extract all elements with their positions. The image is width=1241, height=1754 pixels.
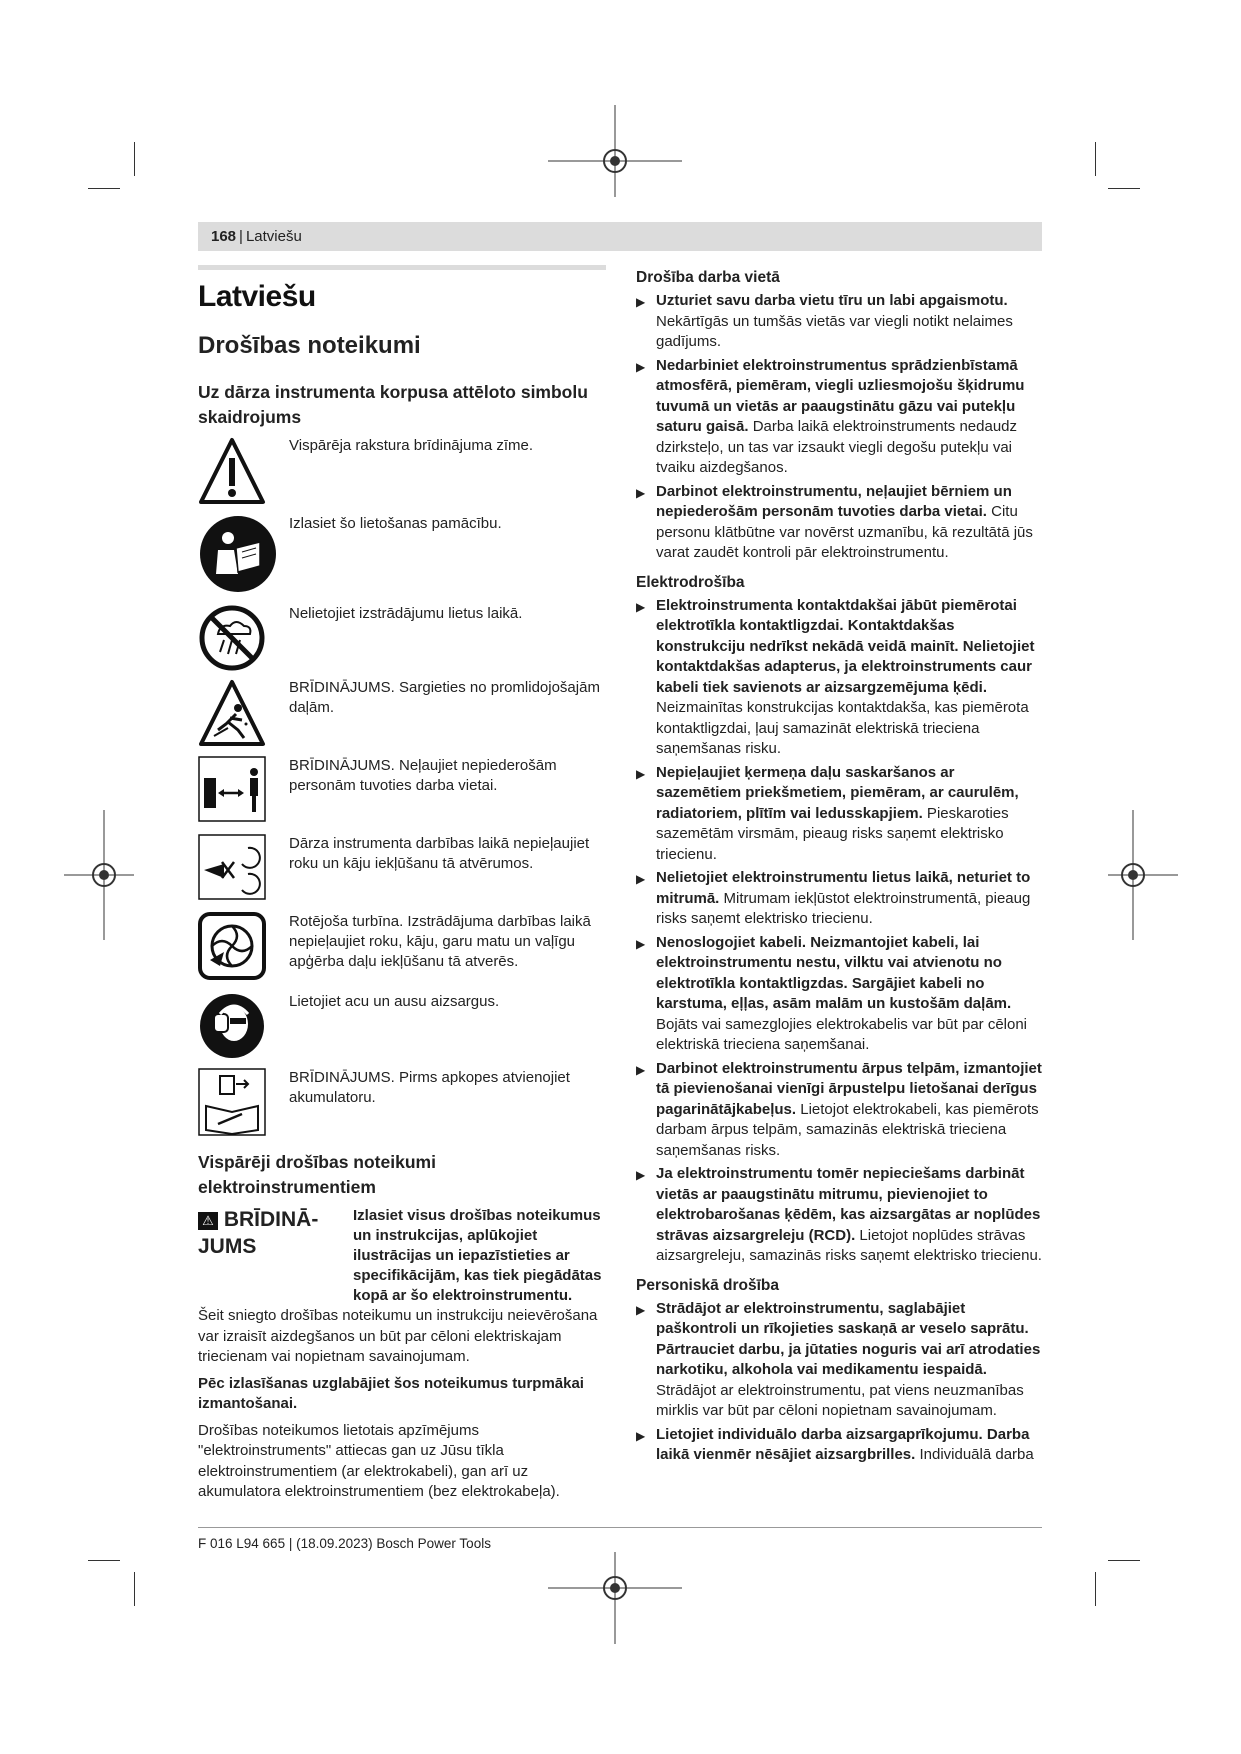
symbol-text: Rotējoša turbīna. Izstrādājuma darbības laikā nepieļaujiet roku, kāju, garu matu un vaļīgu apģērba daļu iekļūšanu tā atverēs.: [289, 913, 591, 970]
registration-mark-bottom: [548, 1552, 682, 1644]
registration-mark-top: [548, 105, 682, 197]
item-text: Lietojot elektrokabeli, kas piemērots darbam ārpus telpām, samazinās elektriskā trieciena saņemšanas risks.: [656, 1100, 1039, 1159]
section-title: Drošības noteikumi: [198, 332, 421, 359]
rotating-turbine-icon: [198, 912, 266, 982]
item-bold: Elektroinstrumenta kontaktdakšai jābūt piemērotai elektrotīkla kontaktligzdai. Kontaktdakšas konstrukciju nedrīkst nekādā veidā mainīt. Nelietojiet kontaktdakšas adapterus, ja elektroinstruments caur kabeli tiek savienots ar aizsargzemējuma ķēdi.: [656, 596, 1035, 696]
keep-instructions: Pēc izlasīšanas uzglabājiet šos noteikumus turpmākai izmantošanai.: [198, 1374, 584, 1412]
list-item: [636, 596, 1043, 760]
item-text: Lietojot noplūdes strāvas aizsargreleju, samazinās risks saņemt elektrisko triecienu.: [656, 1226, 1042, 1264]
warning-block: [198, 1206, 606, 1306]
left-column: [198, 265, 606, 1503]
general-safety-heading: Vispārēji drošības noteikumi elektroinstrumentiem: [198, 1152, 436, 1197]
warning-triangle-icon: ⚠: [198, 1212, 218, 1230]
symbol-row: [198, 604, 606, 678]
symbol-text: BRĪDINĀJUMS. Neļaujiet nepiederošām personām tuvoties darba vietai.: [289, 757, 557, 794]
list-item: [636, 1425, 1043, 1466]
symbols-heading: Uz dārza instrumenta korpusa attēloto simbolu skaidrojums: [198, 382, 588, 427]
symbol-row: [198, 992, 606, 1068]
item-text: Nekārtīgās un tumšās vietās var viegli notikt nelaimes gadījums.: [656, 312, 1013, 350]
header-language: Latviešu: [245, 228, 302, 245]
arrow-icon: ▶: [636, 1062, 646, 1077]
workplace-list: [636, 291, 1043, 564]
list-item: [636, 356, 1043, 479]
list-item: [636, 868, 1043, 930]
warning-text: Šeit sniegto drošības noteikumu un instrukciju neievērošana var izraisīt aizdegšanos un būt par cēloni elektriskajam triecienam vai nopietnam savainojumam.: [198, 1307, 598, 1365]
page-title: Latviešu: [198, 280, 316, 313]
symbol-text: BRĪDINĀJUMS. Sargieties no promlidojošajām daļām.: [289, 679, 600, 716]
section-rule: [198, 265, 606, 270]
symbol-text: Izlasiet šo lietošanas pamācību.: [289, 515, 502, 532]
arrow-icon: ▶: [636, 1168, 646, 1182]
flying-parts-icon: [198, 678, 266, 748]
hands-feet-openings-icon: [198, 834, 266, 904]
read-manual-icon: [198, 514, 266, 584]
symbol-row: [198, 756, 606, 834]
item-text: Citu personu klātbūtne var novērst uzmanību, kā rezultātā jūs varat zaudēt kontroli pār elektroinstrumentu.: [656, 503, 1033, 561]
list-item: [636, 933, 1043, 1056]
item-text: Mitrumam iekļūstot elektroinstrumentā, pieaug risks saņemt elektrisko triecienu.: [656, 889, 1031, 927]
item-text: Bojāts vai samezglojies elektrokabelis var būt par cēloni elektriskā trieciena saņemšanai.: [656, 1015, 1028, 1053]
symbol-text: Nelietojiet izstrādājumu lietus laikā.: [289, 605, 523, 622]
item-bold: Nelietojiet elektroinstrumentu lietus laikā, neturiet to mitrumā.: [656, 869, 1031, 907]
arrow-icon: ▶: [636, 766, 646, 781]
item-text: Neizmainītas konstrukcijas kontaktdakša, kas piemērota kontaktligzdai, ļauj samazināt elektriskā trieciena saņemšanas risku.: [656, 699, 1029, 757]
eye-ear-protection-icon: [198, 992, 266, 1062]
item-bold: Strādājot ar elektroinstrumentu, saglabājiet paškontroli un rīkojieties saskaņā ar veselo saprātu. Pārtrauciet darbu, ja jūtaties noguris vai arī atrodaties narkotiku, alkohola vai medikamentu iespaidā.: [656, 1299, 1041, 1378]
personal-heading: Personiskā drošība: [636, 1276, 780, 1294]
registration-mark-left: [64, 810, 134, 940]
arrow-icon: ▶: [636, 1302, 646, 1317]
item-bold: Lietojiet individuālo darba aizsargaprīkojumu. Darba laikā vienmēr nēsājiet aizsargbrilles.: [656, 1425, 1030, 1463]
list-item: [636, 291, 1043, 353]
electrical-heading: Elektrodrošība: [636, 573, 745, 591]
symbol-row: [198, 514, 606, 604]
arrow-icon: ▶: [636, 599, 646, 614]
arrow-icon: ▶: [636, 359, 646, 374]
warning-triangle-icon: [198, 436, 266, 506]
list-item: [636, 1164, 1043, 1267]
no-rain-icon: [198, 604, 266, 674]
symbol-text: Lietojiet acu un ausu aizsargus.: [289, 993, 500, 1010]
page-number: 168: [211, 228, 237, 245]
arrow-icon: ▶: [636, 872, 646, 886]
warning-label: [198, 1206, 353, 1306]
remove-battery-icon: [198, 1068, 266, 1138]
item-bold: Ja elektroinstrumentu tomēr nepieciešams darbināt vietās ar paaugstinātu mitrumu, pievienojiet to elektrobarošanas ķēdēm, kas aizsargātas ar noplūdes strāvas aizsargreleju (RCD).: [656, 1165, 1041, 1244]
item-text: Individuālā darba: [915, 1446, 1034, 1463]
registration-mark-right: [1108, 810, 1178, 940]
arrow-icon: ▶: [636, 485, 646, 500]
list-item: [636, 482, 1043, 564]
symbol-row: [198, 834, 606, 912]
keep-bystanders-away-icon: [198, 756, 266, 826]
personal-list: [636, 1299, 1043, 1466]
item-bold: Darbinot elektroinstrumentu, neļaujiet bērniem un nepiederošām personām tuvoties darba vietai.: [656, 482, 1012, 520]
header-separator: |: [239, 228, 243, 245]
arrow-icon: ▶: [636, 1428, 646, 1443]
symbol-text: BRĪDINĀJUMS. Pirms apkopes atvienojiet akumulatoru.: [289, 1069, 570, 1106]
warning-bold: Izlasiet visus drošības noteikumus un instrukcijas, aplūkojiet ilustrācijas un iepazīstieties ar specifikācijām, kas tiek piegādātas kopā ar šo elektroinstrumentu.: [353, 1207, 602, 1304]
symbol-row: [198, 436, 606, 514]
item-bold: Nepieļaujiet ķermeņa daļu saskaršanos ar sazemētiem priekšmetiem, piemēram, ar caurulēm, radiatoriem, plītīm vai ledusskapjiem.: [656, 763, 1019, 822]
item-bold: Darbinot elektroinstrumentu ārpus telpām, izmantojiet tā pievienošanai vienīgi ārpustelpu lietošanai derīgus pagarinātājkabeļus.: [656, 1059, 1042, 1118]
item-bold: Uzturiet savu darba vietu tīru un labi apgaismotu.: [656, 292, 1008, 309]
page-footer: F 016 L94 665 | (18.09.2023) Bosch Power Tools: [198, 1527, 1042, 1551]
electrical-list: [636, 596, 1043, 1267]
item-bold: Nenoslogojiet kabeli. Neizmantojiet kabeli, lai elektroinstrumentu nestu, vilktu vai atvienotu no elektrotīkla kontaktligzdas. Sargājiet kabeli no karstuma, eļļas, asām malām un kustošām daļām.: [656, 933, 1012, 1012]
item-bold: Nedarbiniet elektroinstrumentus sprādzienbīstamā atmosfērā, piemēram, viegli uzliesmojošu šķidrumu tuvumā un vietās ar paaugstinātu gāzu vai putekļu saturu gaisā.: [656, 356, 1025, 435]
arrow-icon: ▶: [636, 295, 646, 309]
symbol-list: [198, 436, 606, 1150]
right-column: [636, 269, 1043, 1469]
workplace-heading: Drošība darba vietā: [636, 269, 780, 286]
symbol-row: [198, 678, 606, 756]
item-text: Pieskaroties sazemētām virsmām, pieaug risks saņemt elektrisko triecienu.: [656, 804, 1009, 863]
item-text: Darba laikā elektroinstruments nedaudz dzirksteļo, un tas var izsaukt viegli degošu putekļu vai tvaiku aizdegšanos.: [656, 418, 1018, 476]
warning-word: BRĪDINĀ-JUMS: [198, 1208, 319, 1258]
term-definition: Drošības noteikumos lietotais apzīmējums "elektroinstruments" attiecas gan uz Jūsu tīkla elektroinstrumentiem (ar elektrokabeli), gan arī uz akumulatora elektroinstrumentiem (bez elektrokabeļa).: [198, 1421, 560, 1500]
list-item: [636, 763, 1043, 866]
page-header: [198, 222, 1042, 251]
symbol-text: Dārza instrumenta darbības laikā nepieļaujiet roku un kāju iekļūšanu tā atvērumos.: [289, 835, 590, 872]
symbol-text: Vispārēja rakstura brīdinājuma zīme.: [289, 437, 533, 454]
arrow-icon: ▶: [636, 936, 646, 951]
symbol-row: [198, 912, 606, 992]
symbol-row: [198, 1068, 606, 1150]
item-text: Strādājot ar elektroinstrumentu, pat viens neuzmanības mirklis var būt par cēloni nopietnam savainojumam.: [656, 1381, 1024, 1419]
list-item: [636, 1059, 1043, 1162]
list-item: [636, 1299, 1043, 1422]
